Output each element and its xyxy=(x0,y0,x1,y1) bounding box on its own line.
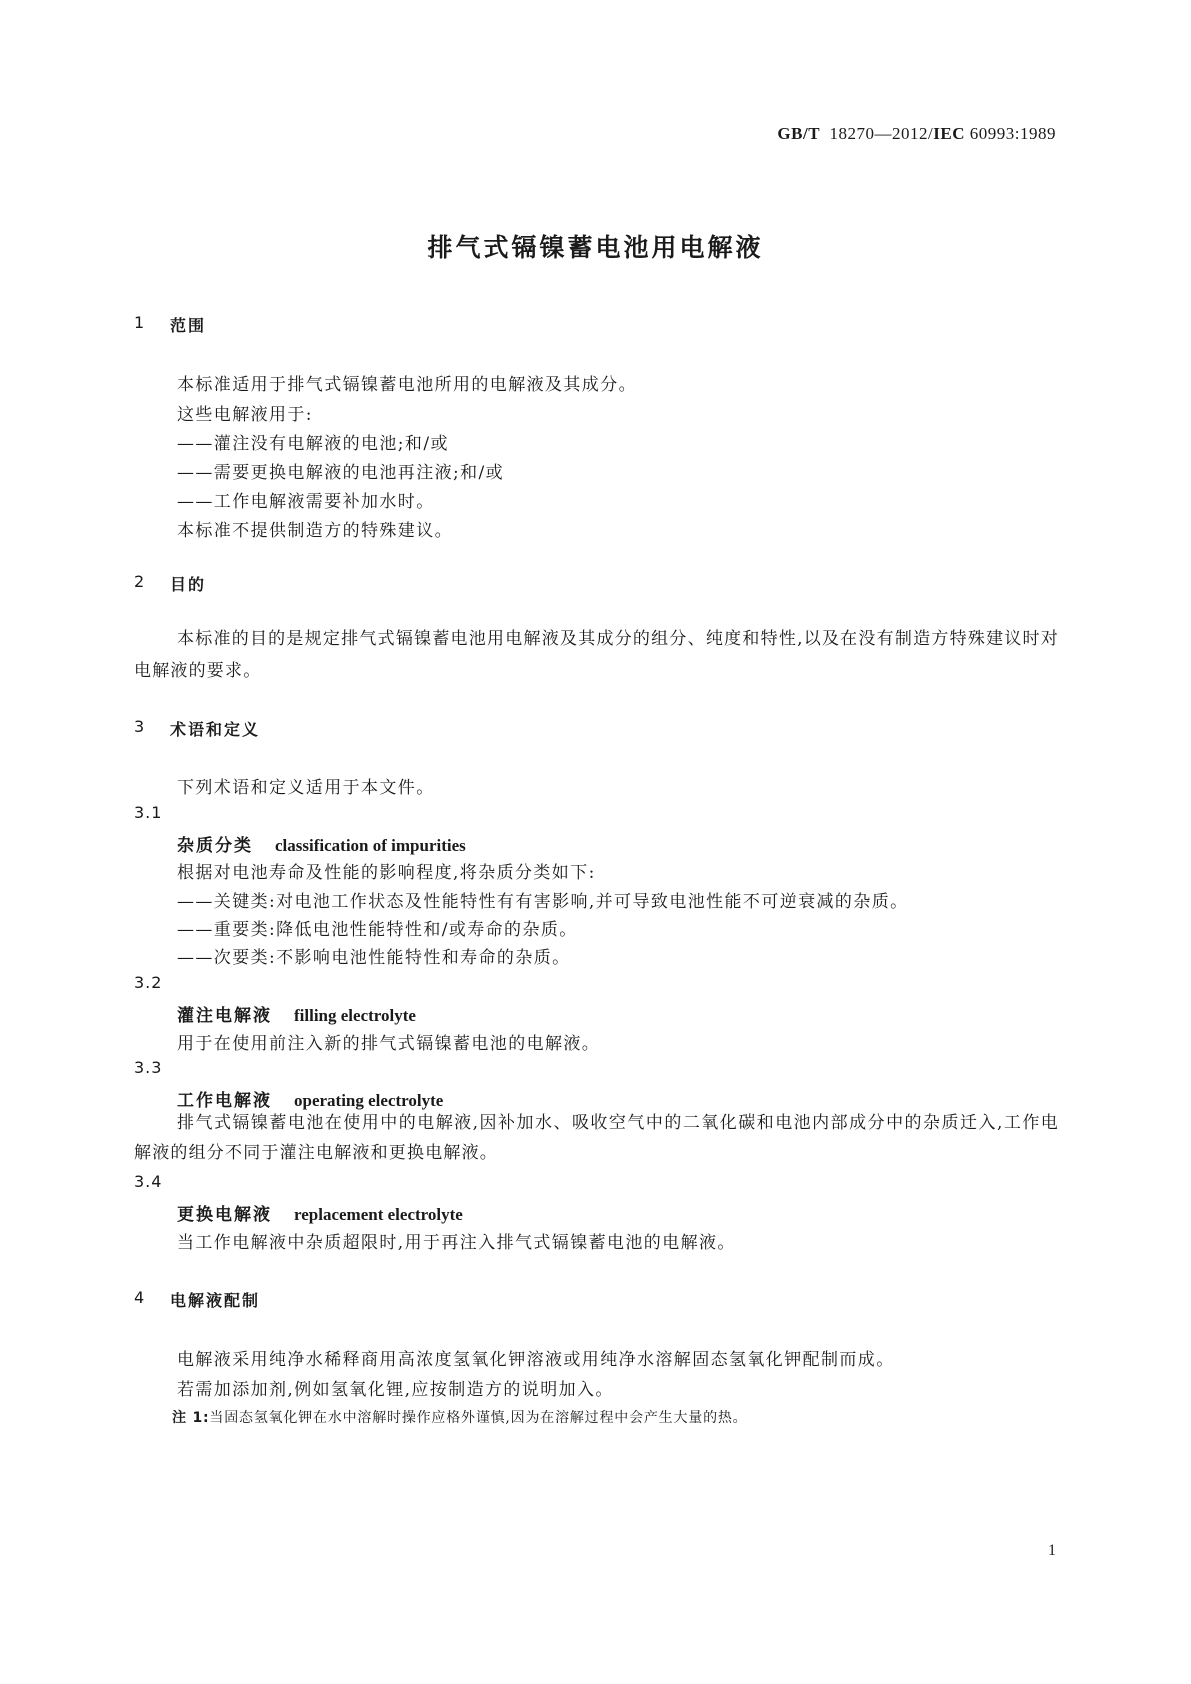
term-3-1-list-item: ——重要类:降低电池性能特性和/或寿命的杂质。 xyxy=(177,920,578,940)
section-3-intro: 下列术语和定义适用于本文件。 xyxy=(177,778,435,798)
iec-prefix: IEC xyxy=(933,124,966,143)
section-1-list-item: ——需要更换电解液的电池再注液;和/或 xyxy=(177,463,505,483)
term-3-2-en: filling electrolyte xyxy=(294,1006,416,1025)
document-title: 排气式镉镍蓄电池用电解液 xyxy=(427,233,764,262)
section-3-number: 3 xyxy=(134,717,145,736)
section-1-title: 范围 xyxy=(170,316,207,335)
note-label: 注 1: xyxy=(172,1410,210,1426)
term-3-2-number: 3.2 xyxy=(134,973,163,992)
standard-number: 18270—2012/ xyxy=(829,124,934,143)
term-3-3-zh: 工作电解液 xyxy=(177,1091,272,1111)
section-1-list-item: ——灌注没有电解液的电池;和/或 xyxy=(177,434,449,454)
section-4-line: 若需加添加剂,例如氢氧化锂,应按制造方的说明加入。 xyxy=(177,1380,614,1400)
standard-code xyxy=(777,124,1056,144)
term-3-3-number: 3.3 xyxy=(134,1058,163,1077)
section-4-line: 电解液采用纯净水稀释商用高浓度氢氧化钾溶液或用纯净水溶解固态氢氧化钾配制而成。 xyxy=(177,1350,895,1370)
term-3-2-definition: 用于在使用前注入新的排气式镉镍蓄电池的电解液。 xyxy=(177,1034,601,1054)
standard-prefix: GB/T xyxy=(777,124,821,143)
term-3-3-definition: 排气式镉镍蓄电池在使用中的电解液,因补加水、吸收空气中的二氧化碳和电池内部成分中的杂质迁入,工作电解液的组分不同于灌注电解液和更换电解液。 xyxy=(134,1113,1059,1163)
section-1-line: 本标准适用于排气式镉镍蓄电池所用的电解液及其成分。 xyxy=(177,375,637,395)
term-3-4-definition: 当工作电解液中杂质超限时,用于再注入排气式镉镍蓄电池的电解液。 xyxy=(177,1233,736,1253)
section-2-number: 2 xyxy=(134,572,145,591)
page-number: 1 xyxy=(1048,1542,1056,1559)
term-3-4-zh: 更换电解液 xyxy=(177,1205,272,1225)
term-3-1-list-item: ——次要类:不影响电池性能特性和寿命的杂质。 xyxy=(177,948,571,968)
section-3-title: 术语和定义 xyxy=(170,720,261,739)
section-1-line: 这些电解液用于: xyxy=(177,405,313,425)
term-3-1-line: 根据对电池寿命及性能的影响程度,将杂质分类如下: xyxy=(177,863,596,883)
term-3-3-en: operating electrolyte xyxy=(294,1091,444,1110)
section-4-title: 电解液配制 xyxy=(170,1291,261,1310)
note-1 xyxy=(172,1407,747,1427)
term-3-1-heading xyxy=(177,831,466,856)
term-3-1-list-item: ——关键类:对电池工作状态及性能特性有有害影响,并可导致电池性能不可逆衰减的杂质。 xyxy=(177,892,909,912)
term-3-4-heading xyxy=(177,1200,463,1225)
note-text: 当固态氢氧化钾在水中溶解时操作应格外谨慎,因为在溶解过程中会产生大量的热。 xyxy=(209,1410,748,1426)
section-1-line: 本标准不提供制造方的特殊建议。 xyxy=(177,521,453,541)
term-3-2-heading xyxy=(177,1001,416,1026)
term-3-2-zh: 灌注电解液 xyxy=(177,1006,272,1026)
term-3-4-en: replacement electrolyte xyxy=(294,1205,463,1224)
section-4-number: 4 xyxy=(134,1288,145,1307)
section-2-title: 目的 xyxy=(170,575,207,594)
section-1-list-item: ——工作电解液需要补加水时。 xyxy=(177,492,435,512)
section-2-paragraph: 本标准的目的是规定排气式镉镍蓄电池用电解液及其成分的组分、纯度和特性,以及在没有制造方特殊建议时对电解液的要求。 xyxy=(134,629,1059,681)
term-3-1-en: classification of impurities xyxy=(275,836,466,855)
term-3-4-number: 3.4 xyxy=(134,1172,163,1191)
term-3-1-zh: 杂质分类 xyxy=(177,836,253,856)
iec-number: 60993:1989 xyxy=(969,124,1056,143)
term-3-1-number: 3.1 xyxy=(134,803,163,822)
section-1-number: 1 xyxy=(134,313,145,332)
